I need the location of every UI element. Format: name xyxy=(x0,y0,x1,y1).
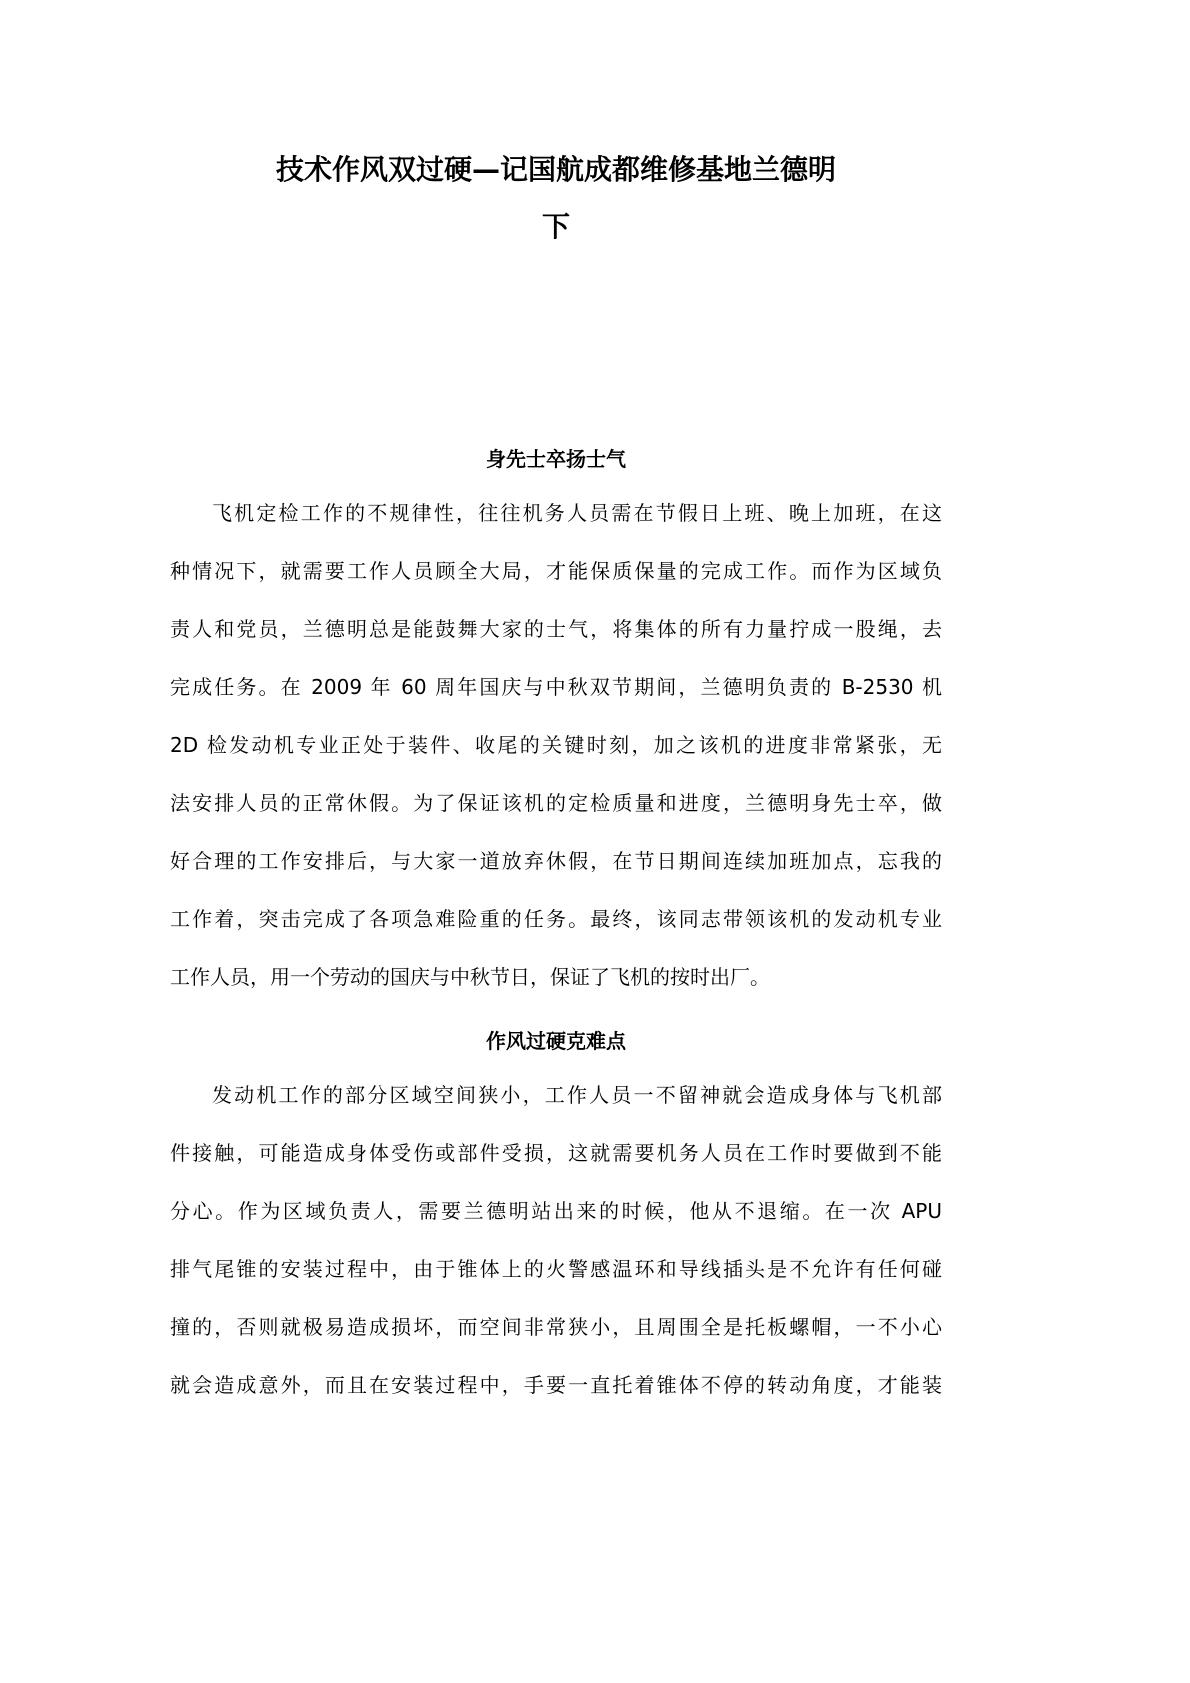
paragraph-line: 飞机定检工作的不规律性，往往机务人员需在节假日上班、晚上加班，在这 xyxy=(212,501,942,525)
section-heading: 身先士卒扬士气 xyxy=(486,447,626,471)
paragraph-line: 工作人员，用一个劳动的国庆与中秋节日，保证了飞机的按时出厂。 xyxy=(170,965,770,989)
paragraph-line: 件接触，可能造成身体受伤或部件受损，这就需要机务人员在工作时要做到不能 xyxy=(170,1141,942,1165)
paragraph-line: 发动机工作的部分区域空间狭小，工作人员一不留神就会造成身体与飞机部 xyxy=(212,1083,942,1107)
paragraph-line: 排气尾锥的安装过程中，由于锥体上的火警感温环和导线插头是不允许有任何碰 xyxy=(170,1257,942,1281)
paragraph-line: 工作着，突击完成了各项急难险重的任务。最终，该同志带领该机的发动机专业 xyxy=(170,907,942,931)
paragraph-line: 就会造成意外，而且在安装过程中，手要一直托着锥体不停的转动角度，才能装 xyxy=(170,1373,942,1397)
paragraph-line: 完成任务。在 2009 年 60 周年国庆与中秋双节期间，兰德明负责的 B-2530 机 xyxy=(170,675,942,699)
paragraph-line: 分心。作为区域负责人，需要兰德明站出来的时候，他从不退缩。在一次 APU xyxy=(170,1199,942,1223)
document-title: 技术作风双过硬—记国航成都维修基地兰德明 xyxy=(275,153,836,186)
paragraph-line: 好合理的工作安排后，与大家一道放弃休假，在节日期间连续加班加点，忘我的 xyxy=(170,849,942,873)
paragraph-line: 责人和党员，兰德明总是能鼓舞大家的士气，将集体的所有力量拧成一股绳，去 xyxy=(170,617,942,641)
paragraph-line: 撞的，否则就极易造成损坏，而空间非常狭小，且周围全是托板螺帽，一不小心 xyxy=(170,1315,942,1339)
paragraph-line: 种情况下，就需要工作人员顾全大局，才能保质保量的完成工作。而作为区域负 xyxy=(170,559,942,583)
paragraph-line: 2D 检发动机专业正处于装件、收尾的关键时刻，加之该机的进度非常紧张，无 xyxy=(170,733,942,757)
section-heading: 作风过硬克难点 xyxy=(486,1029,626,1053)
document-title-continued: 下 xyxy=(541,210,570,243)
paragraph-line: 法安排人员的正常休假。为了保证该机的定检质量和进度，兰德明身先士卒，做 xyxy=(170,791,942,815)
